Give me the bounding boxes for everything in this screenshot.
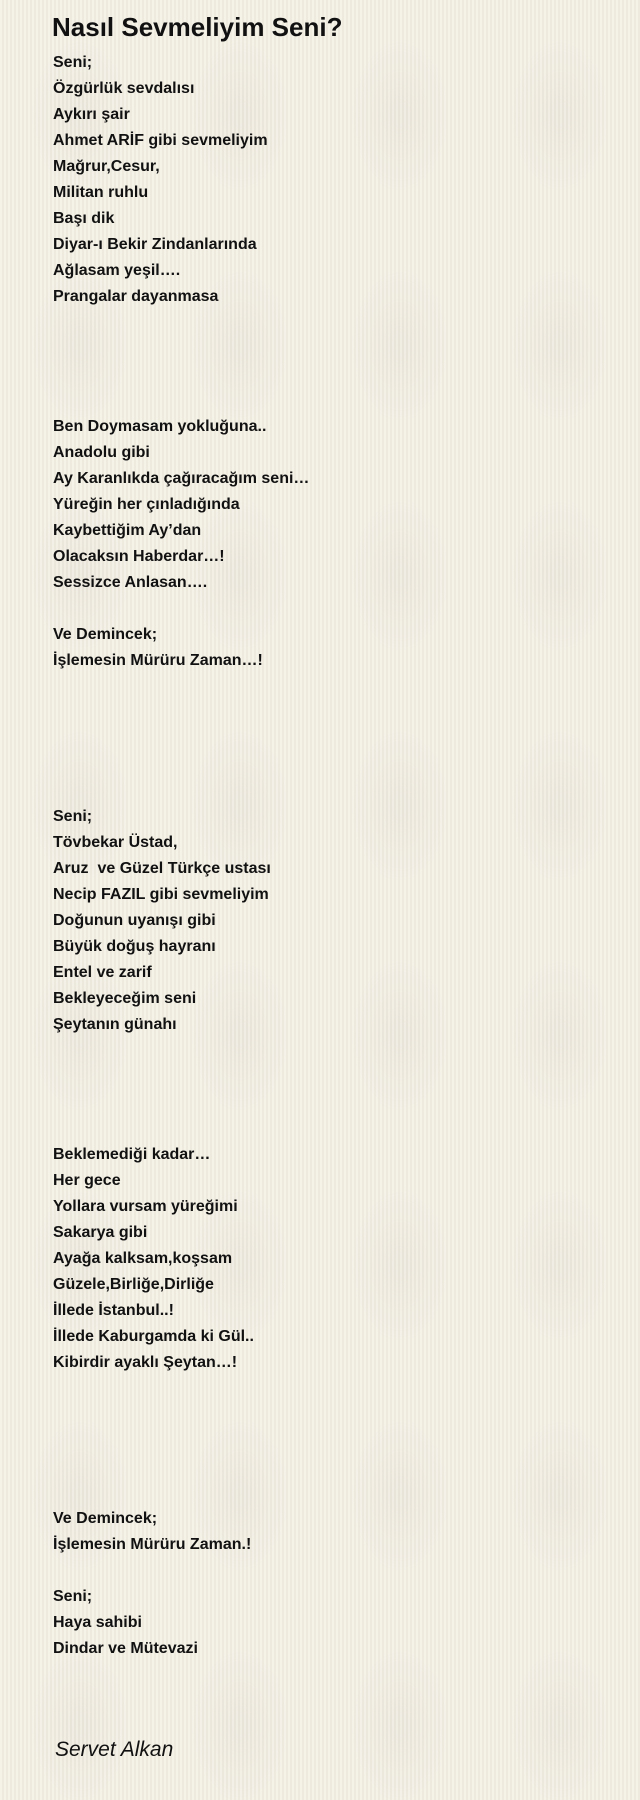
poem-line: Prangalar dayanmasa	[53, 288, 219, 305]
poem-line: Aykırı şair	[53, 106, 130, 123]
poem-line: Ve Demincek;	[53, 626, 158, 643]
poem-line: Bekleyeceğim seni	[53, 990, 197, 1007]
poem-blank-line	[53, 1480, 613, 1506]
poem-blank-line	[53, 1428, 613, 1454]
poem-blank-line	[53, 1558, 613, 1584]
poem-line: Diyar-ı Bekir Zindanlarında	[53, 236, 257, 253]
poem-blank-line	[53, 310, 613, 336]
poem-line: Özgürlük sevdalısı	[53, 80, 195, 97]
poem-blank-line	[53, 674, 613, 700]
poem-blank-line	[53, 596, 613, 622]
poem-line: Dindar ve Mütevazi	[53, 1640, 198, 1657]
poem-blank-line	[53, 1376, 613, 1402]
poem-line: İllede İstanbul..!	[53, 1302, 174, 1319]
poem-line: Her gece	[53, 1172, 121, 1189]
poem-blank-line	[53, 336, 613, 362]
poem-line: Necip FAZIL gibi sevmeliyim	[53, 886, 269, 903]
poem-blank-line	[53, 1064, 613, 1090]
poem-line: Ağlasam yeşil….	[53, 262, 181, 279]
poem-line: Yüreğin her çınladığında	[53, 496, 240, 513]
poem-blank-line	[53, 778, 613, 804]
poem-author[interactable]: Servet Alkan	[55, 1738, 174, 1761]
poem-line: Seni;	[53, 54, 93, 71]
poem-line: Ayağa kalksam,koşsam	[53, 1250, 233, 1267]
poem-line: Haya sahibi	[53, 1614, 142, 1631]
poem-line: Olacaksın Haberdar…!	[53, 548, 225, 565]
poem-line: Ahmet ARİF gibi sevmeliyim	[53, 132, 268, 149]
poem-blank-line	[53, 1454, 613, 1480]
poem-body	[53, 50, 613, 1662]
poem-blank-line	[53, 388, 613, 414]
poem-line: İşlemesin Mürüru Zaman.!	[53, 1536, 252, 1553]
poem-title: Nasıl Sevmeliyim Seni?	[52, 12, 343, 42]
poem-blank-line	[53, 1402, 613, 1428]
poem-line: Güzele,Birliğe,Dirliğe	[53, 1276, 214, 1293]
poem-blank-line	[53, 1090, 613, 1116]
poem-line: Militan ruhlu	[53, 184, 149, 201]
poem-line: Ve Demincek;	[53, 1510, 158, 1527]
poem-blank-line	[53, 1038, 613, 1064]
poem-line: Entel ve zarif	[53, 964, 152, 981]
poem-line: Sakarya gibi	[53, 1224, 148, 1241]
poem-line: İşlemesin Mürüru Zaman…!	[53, 652, 263, 669]
poem-line: Anadolu gibi	[53, 444, 150, 461]
poem-line: Kibirdir ayaklı Şeytan…!	[53, 1354, 238, 1371]
poem-blank-line	[53, 1116, 613, 1142]
poem-blank-line	[53, 752, 613, 778]
poem-line: İllede Kaburgamda ki Gül..	[53, 1328, 254, 1345]
poem-line: Aruz ve Güzel Türkçe ustası	[53, 860, 271, 877]
poem-line: Başı dik	[53, 210, 115, 227]
poem-line: Ay Karanlıkda çağıracağım seni…	[53, 470, 310, 487]
poem-line: Beklemediği kadar…	[53, 1146, 211, 1163]
poem-line: Seni;	[53, 1588, 93, 1605]
poem-line: Yollara vursam yüreğimi	[53, 1198, 238, 1215]
poem-line: Tövbekar Üstad,	[53, 834, 178, 851]
poem-line: Sessizce Anlasan….	[53, 574, 208, 591]
poem-line: Doğunun uyanışı gibi	[53, 912, 216, 929]
poem-line: Mağrur,Cesur,	[53, 158, 160, 175]
poem-line: Ben Doymasam yokluğuna..	[53, 418, 267, 435]
poem-line: Büyük doğuş hayranı	[53, 938, 216, 955]
poem-line: Şeytanın günahı	[53, 1016, 177, 1033]
poem-blank-line	[53, 362, 613, 388]
poem-blank-line	[53, 726, 613, 752]
poem-line: Kaybettiğim Ay’dan	[53, 522, 202, 539]
poem-line: Seni;	[53, 808, 93, 825]
poem-blank-line	[53, 700, 613, 726]
